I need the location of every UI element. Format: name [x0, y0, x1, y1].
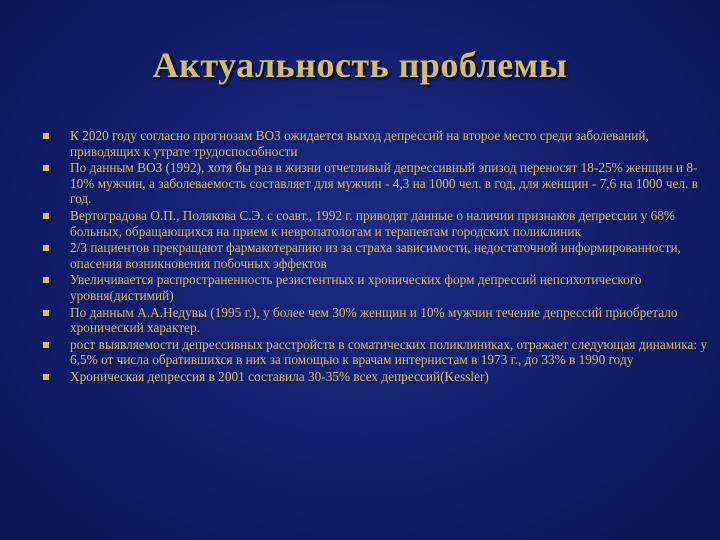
bullet-text: По данным А.А.Недувы (1995 г.), у более чем 30% женщин и 10% мужчин течение депрессий приобретало хронический характер.	[70, 304, 678, 336]
bullet-list	[40, 128, 712, 386]
square-bullet-icon	[43, 277, 49, 283]
bullet-item	[40, 128, 712, 159]
square-bullet-icon	[43, 245, 49, 251]
bullet-item	[40, 160, 712, 207]
bullet-item	[40, 305, 712, 336]
slide-title: Актуальность проблемы	[152, 45, 568, 85]
square-bullet-icon	[43, 213, 49, 219]
bullet-text: Увеличивается распространенность резистентных и хронических форм депрессий непсихотического уровня(дистимий)	[70, 272, 642, 303]
square-bullet-icon	[43, 374, 49, 380]
bullet-item	[40, 337, 712, 368]
bullet-item	[40, 208, 712, 239]
square-bullet-icon	[43, 165, 49, 171]
bullet-text: По данным ВОЗ (1992), хотя бы раз в жизни отчетливый депрессивный эпизод переносят 18-25% женщин и 8-10% мужчин, а заболеваемость составляет для мужчин - 4,3 на 1000 чел. в год, для женщин - 7,6 на 1000 чел. в год.	[70, 160, 698, 207]
bullet-text: К 2020 году согласно прогнозам ВОЗ ожидается выход депрессий на второе место среди заболеваний, приводящих к утрате трудоспособности	[70, 128, 649, 159]
bullet-item	[40, 369, 712, 385]
square-bullet-icon	[43, 133, 49, 139]
bullet-text: рост выявляемости депрессивных расстройств в соматических поликлиниках, отражает следующая динамика: у 6,5% от числа обратившихся в них за помощью к врачам интернистам в 1973 г., до 33% в 1990 году	[70, 336, 708, 368]
bullet-text: 2/3 пациентов прекращают фармакотерапию из за страха зависимости, недостаточной информированности, опасения возникновения побочных эффектов	[70, 240, 681, 271]
bullet-item	[40, 240, 712, 271]
bullet-item	[40, 272, 712, 303]
square-bullet-icon	[43, 310, 49, 316]
bullet-text: Хроническая депрессия в 2001 составила 30-35% всех депрессий(Kessler)	[70, 368, 489, 384]
square-bullet-icon	[43, 342, 49, 348]
bullet-text: Вертоградова О.П., Полякова С.Э. с соавт., 1992 г. приводят данные о наличии признаков депрессии у 68% больных, обращающихся на прием к невропатологам и терапевтам городских поликлиник	[70, 207, 675, 239]
